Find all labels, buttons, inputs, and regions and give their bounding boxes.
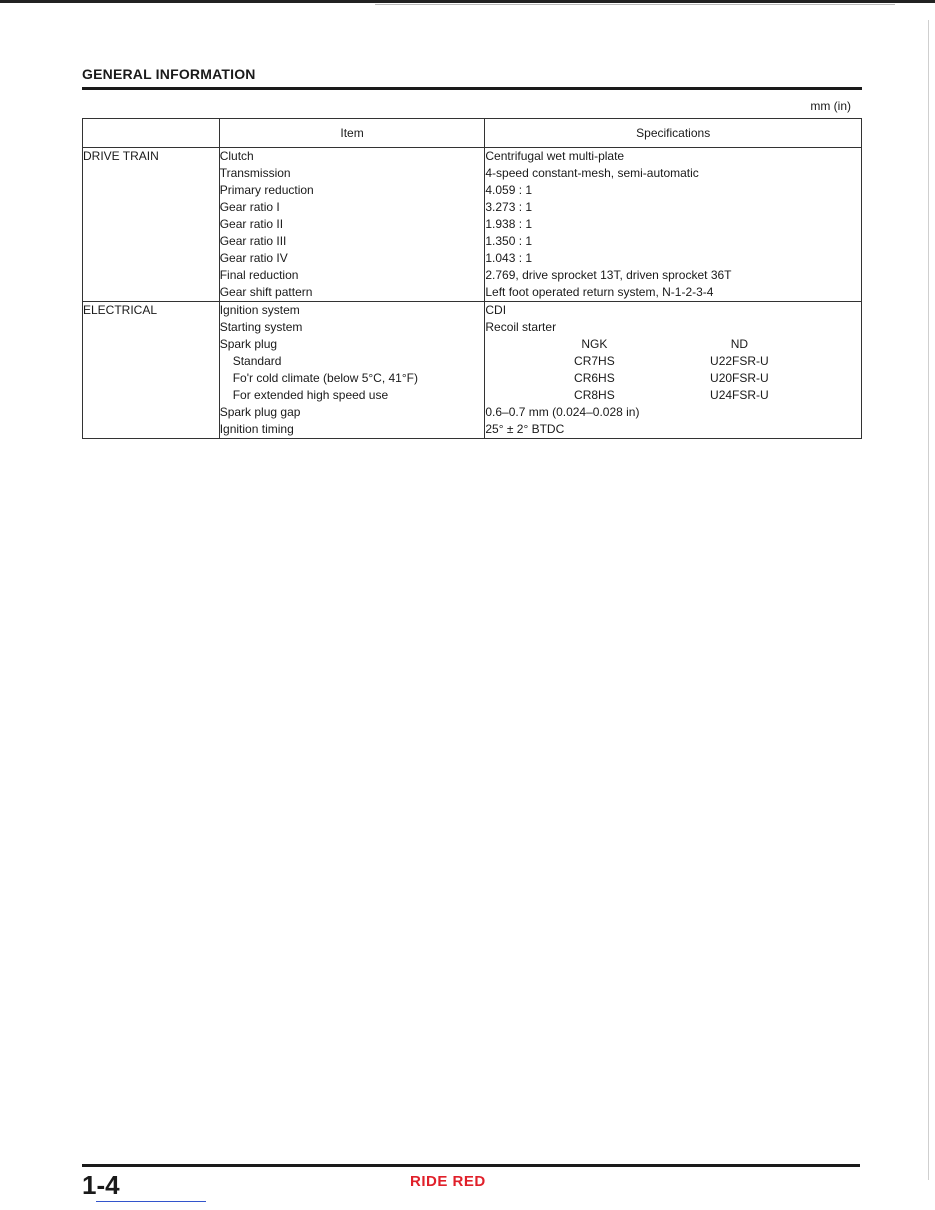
brand-ngk: NGK [581,337,608,351]
spark-plug-row [485,370,861,387]
item-label: Gear ratio II [219,217,284,231]
ngk-value: CR6HS [574,371,615,385]
item-label: Primary reduction [219,183,314,197]
item-label: Ignition timing [219,422,294,436]
spec-value: Recoil starter [485,320,557,334]
item-sublabel: For extended high speed use [232,388,389,402]
item-label: Ignition system [219,303,300,317]
item-label: Final reduction [219,268,299,282]
table-header-row [83,119,862,148]
header-item: Item [219,119,485,148]
header-specifications: Specifications [485,119,862,148]
drive-train-items [219,148,485,302]
header-rule [82,87,862,90]
spec-value: 1.043 : 1 [485,251,533,265]
page-edge-line [928,20,929,1180]
spark-plug-row [485,387,861,404]
ngk-value: CR8HS [574,388,615,402]
spec-value: 2.769, drive sprocket 13T, driven sprocket 36T [485,268,732,282]
footer-rule [82,1164,860,1167]
spec-value: CDI [485,303,507,317]
top-thin-rule [375,4,895,5]
spark-plug-brand-row [485,336,861,353]
category-electrical: ELECTRICAL [83,302,220,439]
spec-value: 1.350 : 1 [485,234,533,248]
spec-value: 25° ± 2° BTDC [485,422,565,436]
spec-value: Left foot operated return system, N-1-2-3-4 [485,285,714,299]
category-drive-train: DRIVE TRAIN [83,148,220,302]
page-number: 1-4 [82,1170,120,1200]
spec-value: 4-speed constant-mesh, semi-automatic [485,166,699,180]
item-label: Gear ratio IV [219,251,288,265]
item-label: Spark plug gap [219,405,301,419]
item-label: Transmission [219,166,291,180]
spec-value: 4.059 : 1 [485,183,533,197]
item-label: Starting system [219,320,303,334]
nd-value: U24FSR-U [710,388,769,402]
brand-watermark: RIDE RED [410,1173,486,1190]
table-row-electrical [83,302,862,439]
header-category [83,119,220,148]
item-sublabel: Fo'r cold climate (below 5°C, 41°F) [232,371,418,385]
specifications-table [82,118,862,439]
top-border-rule [0,0,935,3]
units-label: mm (in) [810,99,851,113]
spec-value: Centrifugal wet multi-plate [485,149,625,163]
item-label: Gear shift pattern [219,285,313,299]
spec-value: 3.273 : 1 [485,200,533,214]
item-sublabel: Standard [232,354,282,368]
item-label: Clutch [219,149,254,163]
electrical-specs [485,302,862,439]
brand-nd: ND [730,337,749,351]
section-title: GENERAL INFORMATION [82,66,256,82]
item-label: Gear ratio III [219,234,287,248]
item-label: Spark plug [219,337,278,351]
spec-value: 0.6–0.7 mm (0.024–0.028 in) [485,405,640,419]
spark-plug-row [485,353,861,370]
drive-train-specs [485,148,862,302]
nd-value: U22FSR-U [710,354,769,368]
table-row-drive-train [83,148,862,302]
item-label: Gear ratio I [219,200,280,214]
nd-value: U20FSR-U [710,371,769,385]
footer-blue-line [96,1201,206,1202]
spec-value: 1.938 : 1 [485,217,533,231]
ngk-value: CR7HS [574,354,615,368]
electrical-items [219,302,485,439]
